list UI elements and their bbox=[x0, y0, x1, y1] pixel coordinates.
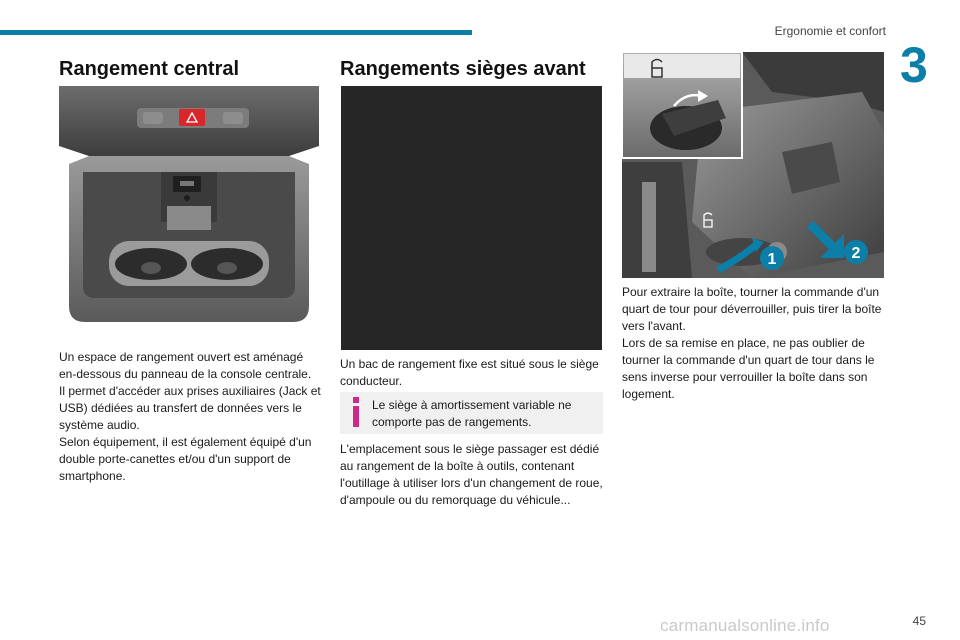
col3-text bbox=[622, 284, 888, 403]
info-note bbox=[340, 392, 603, 434]
watermark: carmanualsonline.info bbox=[660, 616, 830, 635]
section-title: Ergonomie et confort bbox=[774, 24, 886, 38]
col3-paragraph-1: Pour extraire la boîte, tourner la commande d'un quart de tour pour déverrouiller, puis tirer la boîte vers l'avant. bbox=[622, 285, 882, 333]
console-storage-image bbox=[59, 86, 319, 326]
col1-text bbox=[59, 349, 321, 485]
heading-rangement-central: Rangement central bbox=[59, 58, 240, 80]
col2-paragraph-2: L'emplacement sous le siège passager est dédié au rangement de la boîte à outils, contenant l'outillage à utiliser lors d'un changement de roue, d'ampoule ou du remorquage du véhicule... bbox=[340, 442, 603, 507]
toolbox-image bbox=[622, 52, 884, 278]
top-accent-bar bbox=[0, 30, 472, 35]
col2-paragraph-1: Un bac de rangement fixe est situé sous le siège conducteur. bbox=[340, 357, 599, 388]
chapter-number: 3 bbox=[900, 37, 928, 93]
info-icon bbox=[350, 397, 362, 427]
col1-paragraph-2: Il permet d'accéder aux prises auxiliaires (Jack et USB) dédiées au transfert de données vers le système audio. bbox=[59, 384, 321, 432]
info-text: Le siège à amortissement variable ne comporte pas de rangements. bbox=[372, 398, 572, 429]
callout-1-label: 1 bbox=[767, 251, 777, 268]
jack-port bbox=[184, 195, 190, 201]
toolbox-illustration bbox=[622, 52, 884, 278]
heading-rangements-sieges: Rangements sièges avant bbox=[340, 58, 586, 80]
hazard-button bbox=[179, 109, 205, 126]
seat-storage-image bbox=[341, 86, 602, 350]
callout-2-label: 2 bbox=[851, 245, 861, 262]
console-illustration bbox=[59, 86, 319, 326]
col1-paragraph-3: Selon équipement, il est également équipé d'un double porte-canettes et/ou d'un support de smartphone. bbox=[59, 435, 312, 483]
col1-paragraph-1: Un espace de rangement ouvert est aménagé en-dessous du panneau de la console centrale. bbox=[59, 350, 312, 381]
col3-paragraph-2: Lors de sa remise en place, ne pas oublier de tourner la commande d'un quart de tour dans le sens inverse pour verrouiller la boîte dans son logement. bbox=[622, 336, 875, 401]
page-number: 45 bbox=[912, 614, 926, 628]
